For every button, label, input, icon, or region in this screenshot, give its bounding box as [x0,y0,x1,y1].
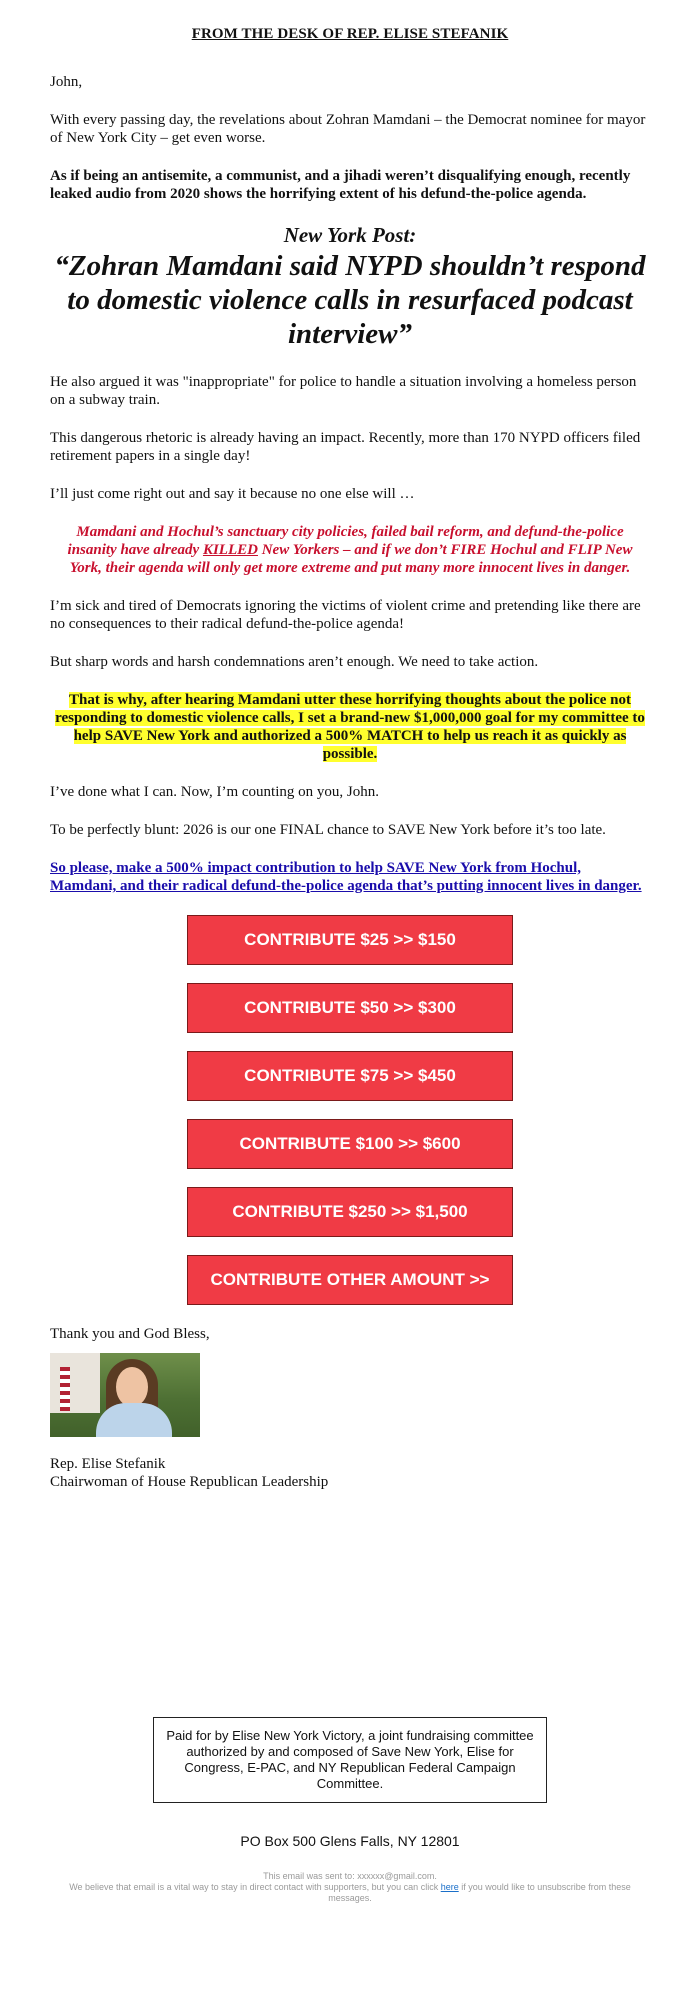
red-callout [50,523,650,577]
contribute-50-button[interactable]: CONTRIBUTE $50 >> $300 [187,983,513,1033]
paragraph-homeless: He also argued it was "inappropriate" for police to handle a situation involving a homeless person on a subway train. [50,374,637,408]
signature-title: Chairwoman of House Republican Leadership [50,1474,329,1490]
photo-flag [60,1367,70,1411]
greeting: John, [50,74,83,90]
callout-killed: KILLED [202,542,258,558]
closing [50,1325,650,1491]
contribution-buttons [50,915,650,1305]
quote-headline: “Zohran Mamdani said NYPD shouldn’t respond to domestic violence calls in resurfaced podcast interview” [54,250,646,350]
paragraph-bold-intro: As if being an antisemite, a communist, and a jihadi weren’t disqualifying enough, recently leaked audio from 2020 shows the horrifying extent of his defund-the-police agenda. [50,168,631,202]
photo-shirt [96,1403,172,1437]
paragraph-counting: I’ve done what I can. Now, I’m counting on you, John. [50,784,379,800]
email-body [50,0,650,1904]
quote-source: New York Post: [283,223,417,247]
contribution-link[interactable]: So please, make a 500% impact contribution to help SAVE New York from Hochul, Mamdani, and their radical defund-the-police agenda that’s putting innocent lives in danger. [50,860,642,894]
news-quote [50,223,650,351]
email-header-title: FROM THE DESK OF REP. ELISE STEFANIK [191,26,509,42]
photo-face [116,1367,148,1407]
unsubscribe-notice [50,1882,650,1904]
paid-for-disclaimer: Paid for by Elise New York Victory, a joint fundraising committee authorized by and composed of Save New York, Elise for Congress, E-PAC, and NY Republican Federal Campaign Committee. [153,1717,547,1803]
spacer [50,1491,650,1717]
signature-name: Rep. Elise Stefanik [50,1456,166,1472]
contribute-100-button[interactable]: CONTRIBUTE $100 >> $600 [187,1119,513,1169]
contribute-75-button[interactable]: CONTRIBUTE $75 >> $450 [187,1051,513,1101]
callout-text-2: New Yorkers – and if we don’t FIRE Hochul and FLIP New York, their agenda will only get more extreme and put many more innocent lives in danger. [69,542,633,576]
mailing-address: PO Box 500 Glens Falls, NY 12801 [240,1833,460,1849]
contribution-link-paragraph [50,859,650,895]
unsubscribe-link[interactable]: here [440,1882,459,1892]
contribute-other-button[interactable]: CONTRIBUTE OTHER AMOUNT >> [187,1255,513,1305]
paragraph-take-action: But sharp words and harsh condemnations aren’t enough. We need to take action. [50,654,539,670]
contribute-25-button[interactable]: CONTRIBUTE $25 >> $150 [187,915,513,965]
highlight-text: That is why, after hearing Mamdani utter these horrifying thoughts about the police not responding to domestic violence calls, I set a brand-new $1,000,000 goal for my committee to help SAVE New York and authorized a 500% MATCH to help us reach it as quickly as possible. [55,692,645,762]
photo-house [50,1353,100,1413]
closing-line: Thank you and God Bless, [50,1326,210,1342]
unsubscribe-text-2: if you would like to unsubscribe from these messages. [328,1882,631,1903]
email-footer [50,1871,650,1904]
paragraph-intro: With every passing day, the revelations about Zohran Mamdani – the Democrat nominee for mayor of New York City – get even worse. [50,112,646,146]
paragraph-retirement: This dangerous rhetoric is already having an impact. Recently, more than 170 NYPD officers filed retirement papers in a single day! [50,430,641,464]
unsubscribe-text-1: We believe that email is a vital way to stay in direct contact with supporters, but you can click [69,1882,441,1892]
paragraph-blunt: To be perfectly blunt: 2026 is our one FINAL chance to SAVE New York before it’s too late. [50,822,606,838]
signature-photo [50,1353,200,1437]
highlight-paragraph [50,691,650,763]
sent-to-notice: This email was sent to: xxxxxx@gmail.com. [263,1871,437,1881]
paragraph-say-it: I’ll just come right out and say it because no one else will … [50,486,415,502]
callout-text-1: Mamdani and Hochul’s sanctuary city policies, failed bail reform, and defund-the-police insanity have already [67,524,624,558]
paragraph-sick-tired: I’m sick and tired of Democrats ignoring the victims of violent crime and pretending like there are no consequences to their radical defund-the-police agenda! [50,598,641,632]
contribute-250-button[interactable]: CONTRIBUTE $250 >> $1,500 [187,1187,513,1237]
